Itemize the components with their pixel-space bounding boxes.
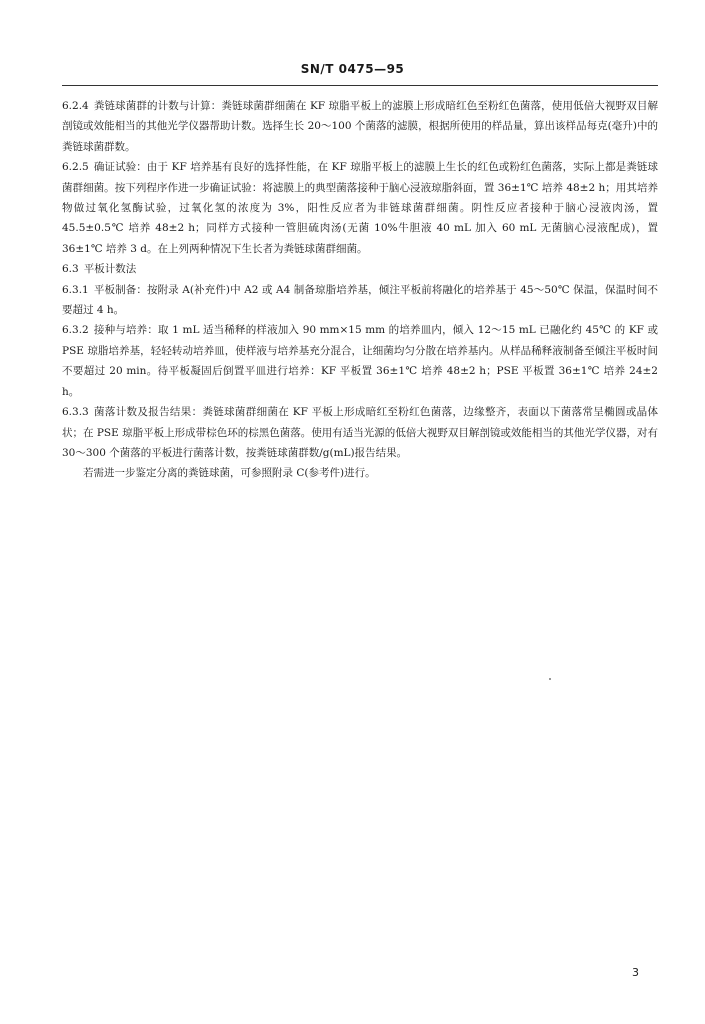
section-heading-text: 平板计数法	[83, 263, 137, 276]
section-text: 平板制备：按附录 A(补充件)中 A2 或 A4 制备琼脂培养基，倾注平板前将融化的培养基于 45～50℃ 保温，保温时间不要超过 4 h。	[62, 283, 658, 317]
section-text: 确证试验：由于 KF 培养基有良好的选择性能，在 KF 琼脂平板上的滤膜上生长的红色或粉红色菌落，实际上都是粪链球菌群细菌。按下列程序作进一步确证试验：将滤膜上的典型菌落接种于脑心浸液琼脂斜面，置 36±1℃ 培养 48±2 h；用其培养物做过氧化氢酶试验，过氧化氢的浓度为 3%，阳性反应者为非链球菌群细菌。阴性反应者接种于脑心浸液肉汤，置 45.5±0.5℃ 培养 48±2 h；同样方式接种一管胆硫肉汤(无菌 10%牛胆液 40 mL 加入 60 mL 无菌脑心浸液配成)，置 36±1℃ 培养 3 d。在上列两种情况下生长者为粪链球菌群细菌。	[62, 161, 658, 255]
section-6-3-2	[62, 320, 658, 402]
section-text: 接种与培养：取 1 mL 适当稀释的样液加入 90 mm×15 mm 的培养皿内，倾入 12～15 mL 已融化约 45℃ 的 KF 或 PSE 琼脂培养基，轻轻转动培养皿，使样液与培养基充分混合，让细菌均匀分散在培养基内。从样品稀释液制备至倾注平板时间不要超过 20 min。待平板凝固后倒置平皿进行培养：KF 平板置 36±1℃ 培养 48±2 h；PSE 平板置 36±1℃ 培养 24±2 h。	[62, 324, 658, 398]
header-divider	[62, 85, 658, 86]
section-text: 菌落计数及报告结果：粪链球菌群细菌在 KF 平板上形成暗红至粉红色菌落，边缘整齐，表面以下菌落常呈椭圆或晶体状；在 PSE 琼脂平板上形成带棕色环的棕黑色菌落。使用有适当光源的低倍大视野双目解剖镜或效能相当的其他光学仪器，对有 30～300 个菌落的平板进行菌落计数，按粪链球菌群数/g(mL)报告结果。	[62, 406, 658, 459]
section-number: 6.3.3	[62, 406, 89, 419]
section-number: 6.3	[62, 263, 79, 276]
scan-speck	[549, 678, 551, 680]
section-number: 6.2.4	[62, 100, 89, 112]
page-number: 3	[632, 966, 639, 979]
section-6-2-4	[62, 96, 658, 157]
section-number: 6.3.2	[62, 324, 89, 337]
section-number: 6.3.1	[62, 283, 89, 296]
document-body	[62, 96, 658, 484]
section-number: 6.2.5	[62, 161, 89, 174]
section-6-3-3	[62, 402, 658, 463]
section-6-3-1	[62, 280, 658, 321]
closing-note: 若需进一步鉴定分离的粪链球菌，可参照附录 C(参考件)进行。	[83, 467, 376, 480]
standard-code-header: SN/T 0475—95	[300, 62, 405, 76]
section-6-3-heading	[62, 259, 658, 279]
section-text: 粪链球菌群的计数与计算：粪链球菌群细菌在 KF 琼脂平板上的滤膜上形成暗红色至粉红色菌落，使用低倍大视野双目解剖镜或效能相当的其他光学仪器帮助计数。选择生长 20～100 个菌落的滤膜，根据所使用的样品量，算出该样品每克(毫升)中的粪链球菌群数。	[62, 100, 658, 153]
section-6-2-5	[62, 157, 658, 259]
